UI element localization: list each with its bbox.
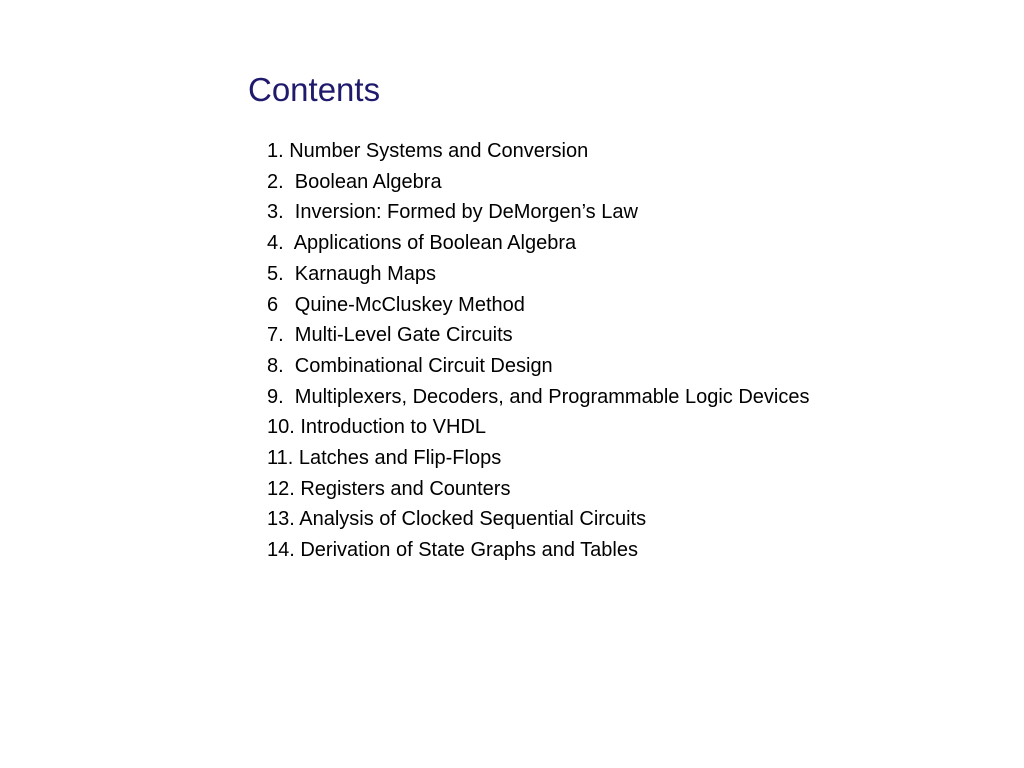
contents-item: 11. Latches and Flip-Flops [267,447,502,470]
contents-item: 1. Number Systems and Conversion [267,140,589,162]
contents-item: 8. Combinational Circuit Design [267,354,553,377]
contents-item: 9. Multiplexers, Decoders, and Programmable Logic Devices [267,385,810,408]
slide-title: Contents [248,71,381,108]
contents-list [267,136,809,566]
contents-item: 13. Analysis of Clocked Sequential Circuits [267,508,647,531]
contents-item: 7. Multi-Level Gate Circuits [267,324,513,347]
contents-item: 2. Boolean Algebra [267,170,442,193]
contents-item: 12. Registers and Counters [267,477,511,500]
contents-item: 4. Applications of Boolean Algebra [267,232,577,255]
contents-item: 14. Derivation of State Graphs and Tables [267,539,638,562]
contents-item: 10. Introduction to VHDL [267,416,487,439]
contents-item: 3. Inversion: Formed by DeMorgen’s Law [267,201,638,224]
contents-item: 5. Karnaugh Maps [267,262,436,285]
contents-item: 6 Quine-McCluskey Method [267,293,525,316]
